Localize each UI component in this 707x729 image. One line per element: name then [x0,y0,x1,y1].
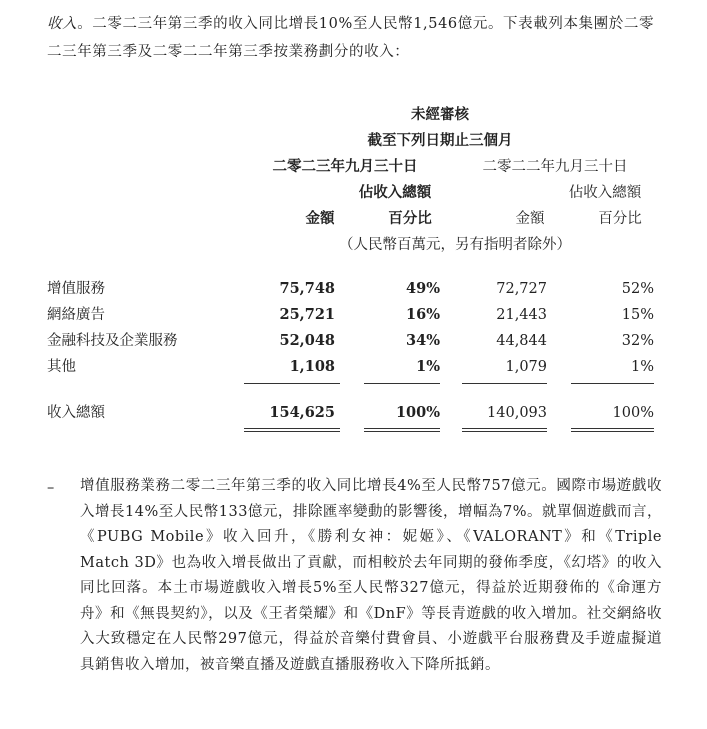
amount-2022: 21,443 [496,307,547,323]
intro-text: 。二零二三年第三季的收入同比增長10%至人民幣1,546億元。下表載列本集團於二零二三年第三季及二零二二年第三季按業務劃分的收入： [47,16,655,60]
pct-label-2023: 百分比 [388,210,432,227]
pct-2022: 15% [621,307,654,323]
vas-commentary-paragraph: 增值服務業務二零二三年第三季的收入同比增長4%至人民幣757億元。國際市場遊戲收入增長14%至人民幣133億元，排除匯率變動的影響後，增幅為7%。就單個遊戲而言，《PUBG Mobile》收入回升，《勝利女神：妮姬》、《VALORANT》和《Triple Match 3D》也為收入增長做出了貢獻，而相較於去年同期的發佈季度，《幻塔》的收入同比回落。本土市場遊戲收入增長5%至人民幣327億元，得益於近期發佈的《命運方舟》和《無畏契約》，以及《王者榮耀》和《DnF》等長青遊戲的收入增加。社交網絡收入大致穩定在人民幣297億元，得益於音樂付費會員、小遊戲平台服務費及手遊虛擬道具銷售收入增加，被音樂直播及遊戲直播服務收入下降所抵銷。 [80,478,662,673]
subtotal-rule [244,383,340,384]
total-label: 收入總額 [47,405,105,421]
total-double-rule [571,428,654,429]
total-double-rule [364,428,440,429]
pct-2022: 32% [621,333,654,349]
subtotal-rule [462,383,547,384]
total-double-rule [364,431,440,432]
pct-2022: 1% [630,359,654,375]
amount-2023: 1,108 [289,358,335,375]
subtotal-rule [364,383,440,384]
row-label: 增值服務 [47,281,105,297]
total-double-rule [571,431,654,432]
total-pct-2022: 100% [612,405,654,421]
header-audit: 未經審核 [411,106,469,123]
pct-2023: 16% [406,306,440,323]
row-label: 網絡廣告 [47,307,105,323]
total-pct-2023: 100% [395,404,440,421]
subtotal-rule [571,383,654,384]
total-double-rule [244,431,340,432]
pct-header-2022: 佔收入總額 [568,185,642,201]
intro-paragraph [47,10,667,66]
pct-2023: 49% [406,280,440,297]
col-date-2023: 二零二三年九月三十日 [272,158,418,175]
row-label: 其他 [47,359,76,375]
amount-2022: 1,079 [505,359,547,375]
pct-2022: 52% [621,281,654,297]
amount-2022: 72,727 [496,281,547,297]
col-date-2022: 二零二二年九月三十日 [482,159,628,175]
unit-note: （人民幣百萬元，另有指明者除外） [339,237,571,253]
intro-lead: 收入 [47,16,78,32]
amount-label-2022: 金額 [515,211,545,227]
header-period: 截至下列日期止三個月 [367,132,513,149]
total-double-rule [244,428,340,429]
amount-label-2023: 金額 [305,210,335,227]
pct-2023: 34% [406,332,440,349]
bullet-dash: – [47,480,55,496]
pct-2023: 1% [416,358,440,375]
total-double-rule [462,428,547,429]
pct-label-2022: 百分比 [598,211,642,227]
total-double-rule [462,431,547,432]
amount-2023: 25,721 [279,306,335,323]
total-amount-2023: 154,625 [269,404,335,421]
amount-2022: 44,844 [496,333,547,349]
pct-header-2023: 佔收入總額 [358,184,432,201]
amount-2023: 52,048 [279,332,335,349]
amount-2023: 75,748 [279,280,335,297]
row-label: 金融科技及企業服務 [47,333,178,349]
total-amount-2022: 140,093 [487,405,547,421]
